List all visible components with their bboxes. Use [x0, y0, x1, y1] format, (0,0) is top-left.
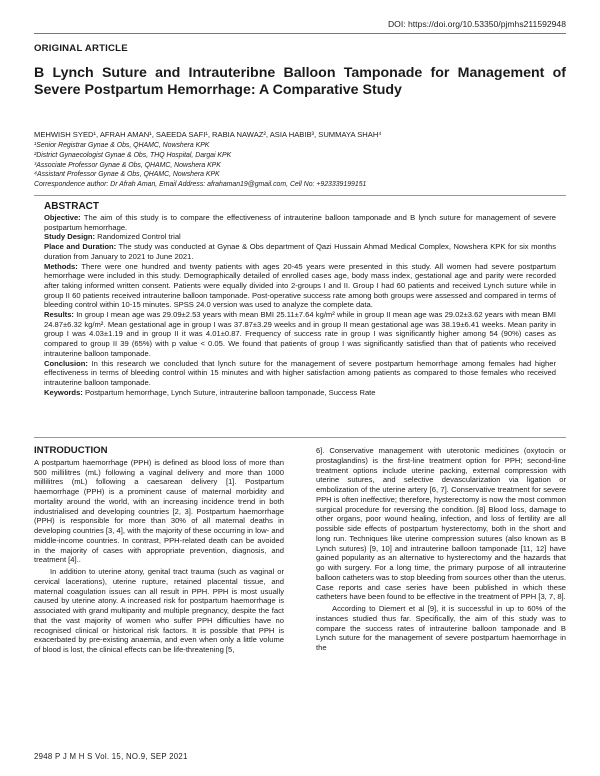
- affiliation-line: ⁴Assistant Professor Gynae & Obs, QHAMC, Nowshera KPK: [34, 171, 220, 179]
- intro-paragraph-3: 6]. Conservative management with uterotonic medicines (oxytocin or prostaglandins) is the first-line treatment option for PPH; second-line treatment options include uterine packing, external compression with uterine sutures, and selective devascularization via ligation or embolization of the uterine artery [6, 7]. Conservative treatment for severe PPH is often ineffective; therefore, hysterectomy is now the most common surgical procedure for reversing the condition. [8] Blood loss, damage to other organs, poor wound healing, infection, and loss of fertility are all possible side effects of postpartum hysterectomy, both in the short and long run. Techniques like uterine compression sutures (also known as B Lynch sutures) [9, 10] and intrauterine balloon tamponade [11, 12] have gained popularity as an alternative to hysterectomy and the hazards that go with surgery. For a long time, the primary purpose of all intrauterine balloon catheters was to stop bleeding from sources other than the uterus. Case reports and case series have been published in which these catheters have been found to be effective in the treatment of PPH [3, 7, 8].: [316, 446, 566, 602]
- abstract-top-divider: [34, 195, 566, 196]
- abstract-design: [44, 232, 556, 242]
- results-label: Results:: [44, 310, 74, 320]
- design-text: Randomized Control trial: [95, 232, 181, 242]
- correspondence-line: Correspondence author: Dr Afrah Aman, Email Address: afrahaman19@gmail.com, Cell No: +923339199151: [34, 181, 367, 189]
- methods-text: There were one hundred and twenty patients with ages 20-45 years were presented in this study. All women had severe postpartum hemorrhage were included in this study. Demographically detailed of enrolled cases age, body mass index, gestational age and parity were recorded after taking informed written consent. Patients were equally divided into 2-groups I and II. Group I had 60 patients and received Lynch suture while in group II 60 patients received intrauterine balloon tamponade. Post-operative success rate among both groups were assessed and compared in terms of bleeding control within 10-15 minutes. SPSS 24.0 version was used to analyze the complete data.: [44, 261, 556, 310]
- page-footer: 2948 P J M H S Vol. 15, NO.9, SEP 2021: [34, 752, 188, 761]
- intro-paragraph-1: A postpartum haemorrhage (PPH) is defined as blood loss of more than 500 millilitres (mL) following a vaginal delivery and more than 1000 millilitres (mL) following a caesarean delivery [1]. Postpartum haemorrhage (PPH) is a prominent cause of maternal morbidity and mortality around the world, with an increasing incidence trend in both industrialised and developing countries [2, 3]. Postpartum haemorrhage (PPH) is responsible for more than 30% of all maternal deaths in developing countries [3, 4], with the majority of these occurring in low- and middle-income countries. In contrast, PPH-related death can be avoided in the majority of cases with appropriate prevention, diagnosis, and treatment [4]..: [34, 457, 284, 565]
- intro-paragraph-2: In addition to uterine atony, genital tract trauma (such as vaginal or cervical lacerations), uterine rupture, retained placental tissue, and maternal coagulation issues can all result in PPH. PPH is most usually caused by uterine atony. A increased risk for postpartum haemorrhage is associated with grand multiparity and multiple pregnancy, despite the fact that the vast majority of women who suffer PPH difficulties have no recognised clinical or historical risk factors. It is possible that PPH is exacerbated by pre-existing anaemia, and even when only a little volume of blood is lost, the clinical effects can be life-threatening [5,: [34, 567, 284, 654]
- objective-text: The aim of this study is to compare the effectiveness of intrauterine balloon tamponade and B lynch suture for management of severe postpartum hemorrhage.: [44, 213, 556, 232]
- abstract-methods: [44, 262, 556, 311]
- place-label: Place and Duration:: [44, 242, 117, 252]
- intro-paragraph-4: According to Diemert et al [9], it is successful in up to 60% of the instances studied thus far. Specifically, the aim of this study was to compare the success rates of intrauterine balloon tamponade and B Lynch suture for the management of severe postpartum haemorrhage in the: [316, 604, 566, 652]
- abstract-bottom-divider: [34, 437, 566, 438]
- abstract-section: [44, 201, 556, 397]
- affiliations: [34, 141, 566, 190]
- body-column-right: [316, 446, 566, 653]
- author-list: MEHWISH SYED¹, AFRAH AMAN¹, SAEEDA SAFI¹, RABIA NAWAZ², ASIA HABIB³, SUMMAYA SHAH⁴: [34, 130, 382, 139]
- keywords-label: Keywords:: [44, 387, 83, 397]
- article-title: B Lynch Suture and Intrauteribne Balloon Tamponade for Management of Severe Postpartum Hemorrhage: A Comparative Study: [34, 65, 566, 99]
- body-column-left: [34, 446, 284, 655]
- abstract-objective: [44, 213, 556, 232]
- header-divider: [34, 33, 566, 34]
- keywords-text: Postpartum hemorrhage, Lynch Suture, intrauterine balloon tamponade, Success Rate: [82, 387, 376, 397]
- results-text: In group I mean age was 29.09±2.53 years with mean BMI 25.11±7.64 kg/m² while in group II mean age was 29.02±3.62 years with mean BMI 24.87±6.32 kg/m². Mean gestational age in group I was 37.87±3.29 weeks and in group II mean gestational age was 38.19±6.41 weeks. Mean parity in group I was 4.03±1.19 and in group II it was 4.01±0.87. Frequency of success rate in group I was significantly higher among 54 (90%) cases as compared to group II 39 (65%) with p value < 0.05. We found that patients of group I was significantly satisfied than that of patients who received intrauterine balloon tamponade.: [44, 310, 556, 358]
- affiliation-line: ²District Gynaecologist Gynae & Obs, THQ Hospital, Dargai KPK: [34, 151, 232, 159]
- abstract-heading: ABSTRACT: [44, 201, 99, 212]
- affiliation-line: ¹Senior Registrar Gynae & Obs, QHAMC, Nowshera KPK: [34, 142, 210, 149]
- design-label: Study Design:: [44, 232, 96, 242]
- conclusion-label: Conclusion:: [44, 358, 88, 368]
- place-text: The study was conducted at Gynae & Obs department of Qazi Hussain Ahmad Medical Complex, Nowshera KPK for six months duration from January to 2021 to June 2021.: [44, 242, 556, 261]
- introduction-heading: INTRODUCTION: [34, 445, 108, 456]
- article-type-label: ORIGINAL ARTICLE: [34, 43, 128, 54]
- objective-label: Objective:: [44, 213, 81, 222]
- doi-link[interactable]: DOI: https://doi.org/10.53350/pjmhs211592948: [387, 19, 566, 29]
- methods-label: Methods:: [44, 261, 78, 271]
- affiliation-line: ³Associate Professor Gynae & Obs, QHAMC, Nowshera KPK: [34, 161, 221, 169]
- abstract-place: [44, 242, 556, 261]
- abstract-results: [44, 310, 556, 359]
- abstract-conclusion: [44, 359, 556, 388]
- conclusion-text: In this research we concluded that lynch suture for the management of severe postpartum hemorrhage among females had higher effectiveness in terms of bleeding control within 15 minutes and with higher satisfaction among patients as compared to those females who received intrauterine balloon tamponade.: [44, 358, 556, 387]
- abstract-keywords: [44, 388, 556, 398]
